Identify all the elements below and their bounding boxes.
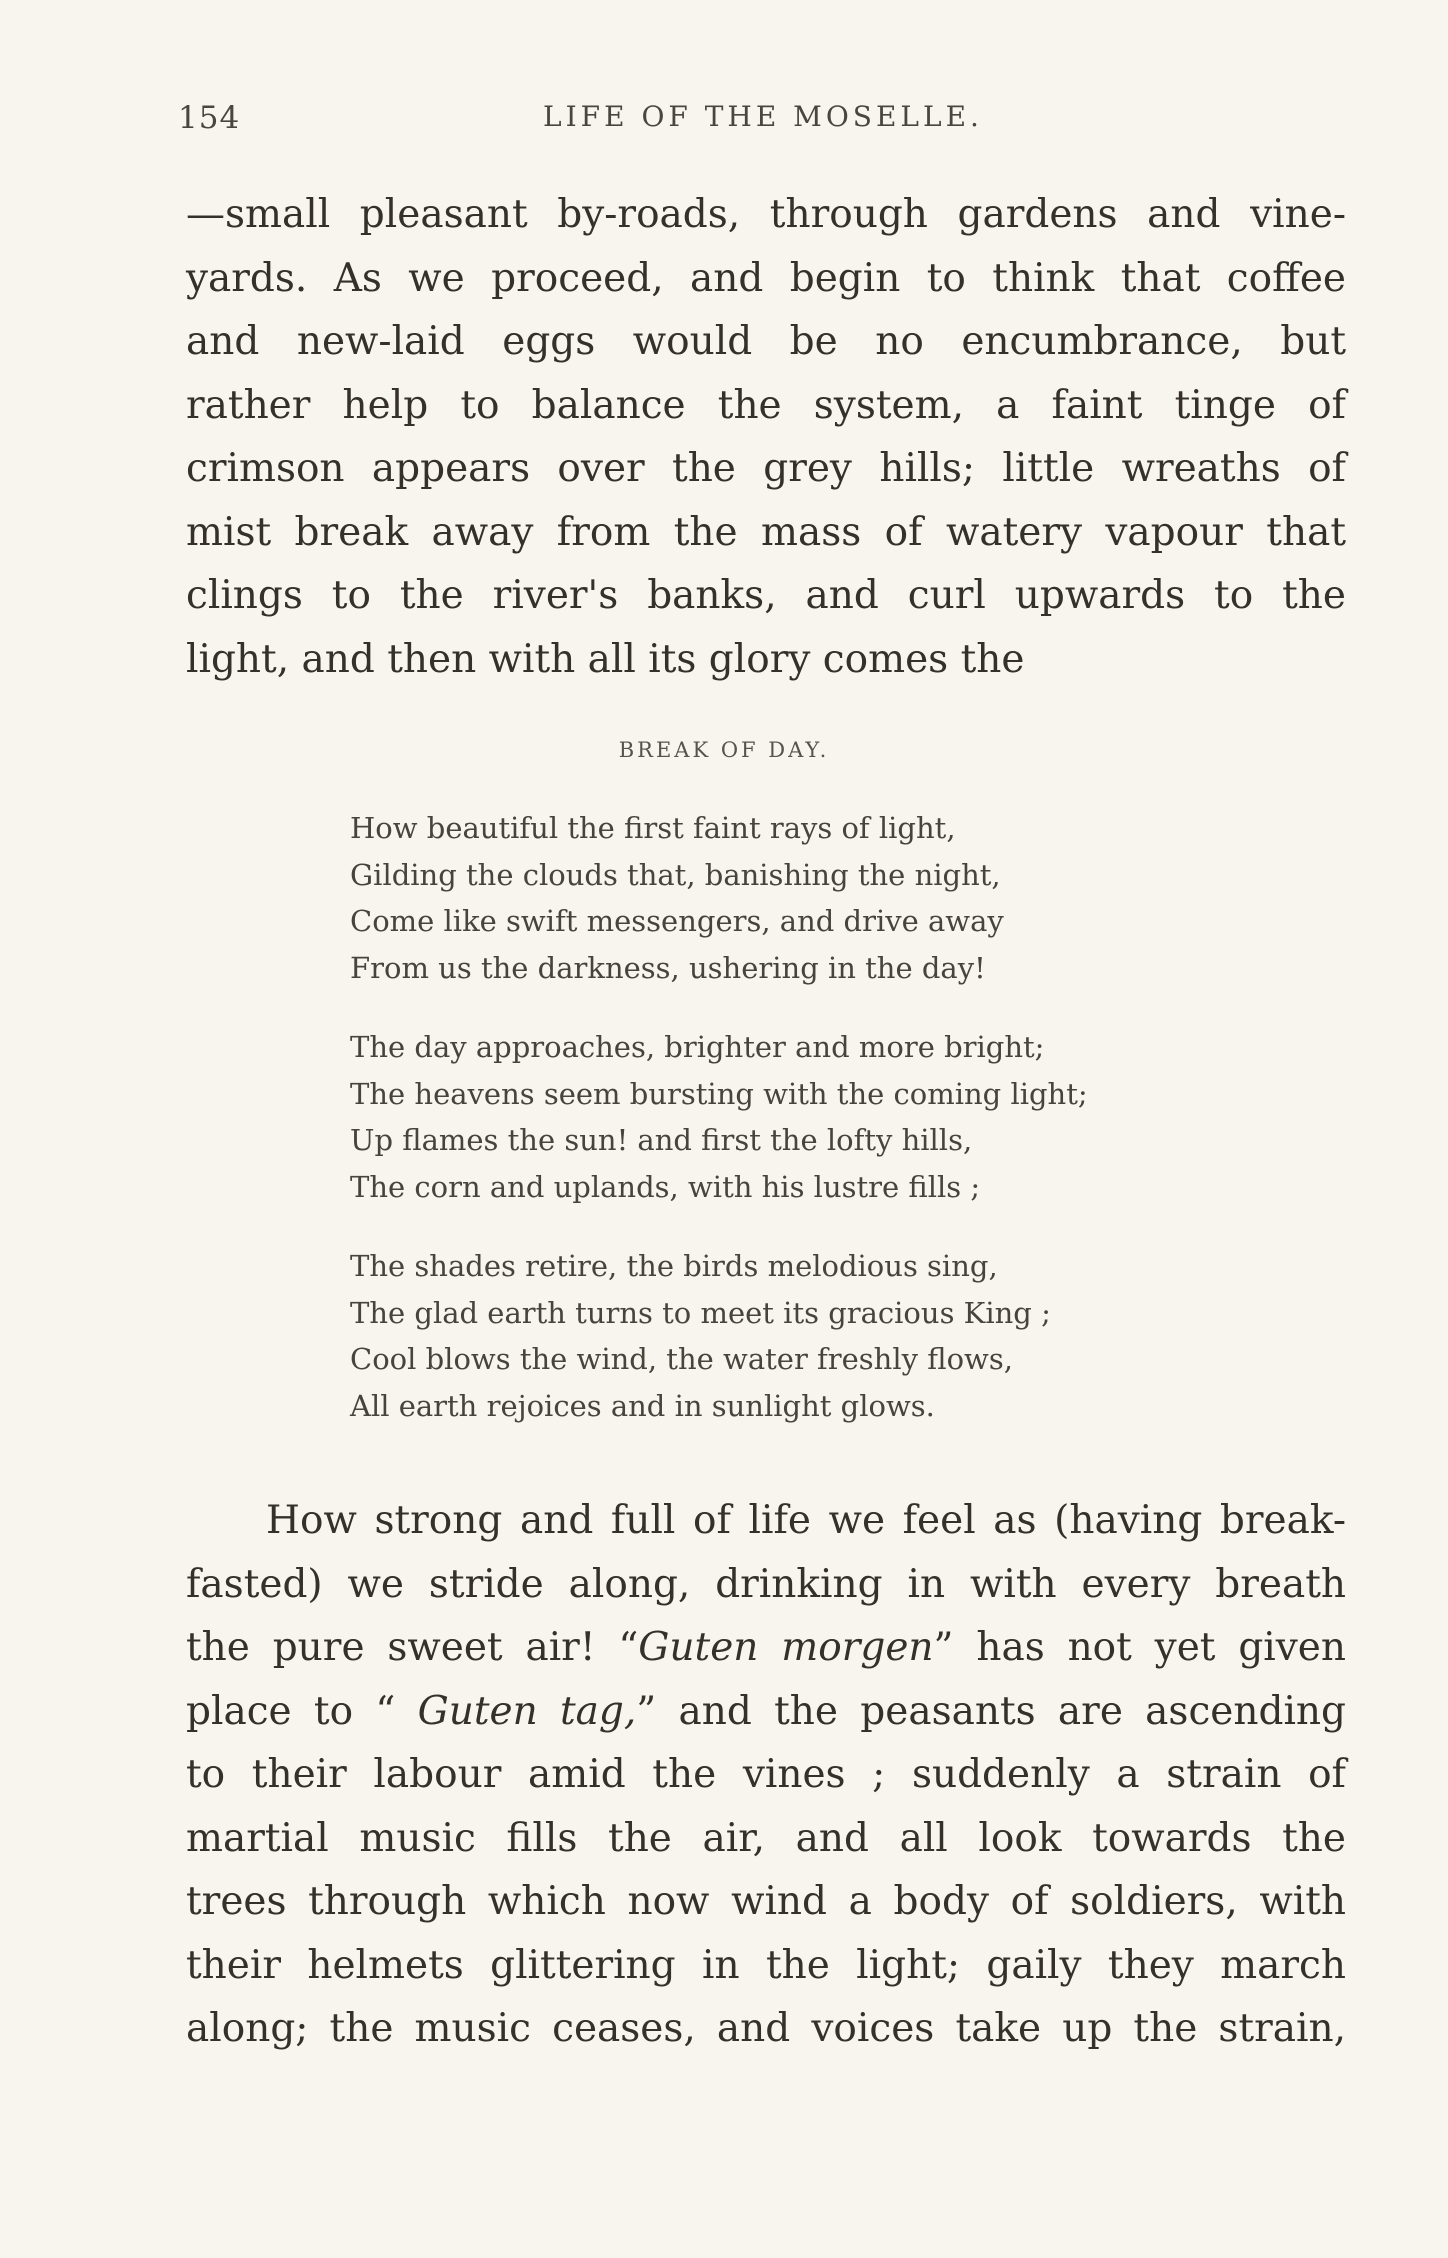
paragraph-line: mist break away from the mass of watery vapour that — [186, 509, 1346, 555]
verse-line: Cool blows the wind, the water freshly flows, — [350, 1342, 1013, 1376]
paragraph-line — [186, 1489, 1346, 1553]
paragraph-line — [186, 1616, 1346, 1680]
poem — [350, 805, 1230, 1462]
line-text: How strong and full of life we feel as (having break- — [266, 1498, 1346, 1543]
verse-line: The glad earth turns to meet its gracious King ; — [350, 1295, 1051, 1330]
paragraph-line: and new-laid eggs would be no encumbrance, but — [186, 319, 1346, 364]
italic-german-phrase: Guten tag, — [417, 1688, 637, 1734]
paragraph-line: light, and then with all its glory comes the — [186, 636, 1025, 682]
paragraph-line: to their labour amid the vines ; suddenly a strain of — [186, 1752, 1346, 1797]
paragraph-line: clings to the river's banks, and curl upwards to the — [186, 573, 1346, 618]
paragraph-line: their helmets glittering in the light; gaily they march — [186, 1942, 1346, 1988]
paragraph-one — [186, 183, 1346, 691]
verse-line: Come like swift messengers, and drive away — [350, 904, 1004, 938]
verse-line: The shades retire, the birds melodious sing, — [350, 1249, 998, 1283]
verse-line: The heavens seem bursting with the coming light; — [350, 1076, 1088, 1111]
italic-german-phrase: Guten morgen — [638, 1625, 934, 1670]
poem-title: BREAK OF DAY. — [618, 738, 830, 762]
line-text: place to “ — [186, 1688, 418, 1734]
paragraph-line: along; the music ceases, and voices take up the strain, — [186, 2006, 1346, 2051]
stanza — [350, 1024, 1230, 1210]
line-text: the pure sweet air! “ — [186, 1625, 639, 1670]
page-number: 154 — [178, 100, 241, 136]
verse-line: Gilding the clouds that, banishing the night, — [350, 857, 1001, 892]
stanza — [350, 1243, 1230, 1429]
line-text: ” and the peasants are ascending — [636, 1688, 1347, 1734]
verse-line: The corn and uplands, with his lustre fills ; — [350, 1169, 981, 1204]
paragraph-line: —small pleasant by-roads, through gardens and vine- — [186, 192, 1346, 237]
paragraph-line — [186, 1680, 1346, 1744]
paragraph-line: fasted) we stride along, drinking in with every breath — [186, 1561, 1346, 1607]
running-title: LIFE OF THE MOSELLE. — [543, 100, 983, 133]
verse-line: Up flames the sun! and first the lofty hills, — [350, 1123, 973, 1157]
paragraph-line: yards. As we proceed, and begin to think that coffee — [186, 255, 1346, 301]
line-text: ” has not yet given — [933, 1625, 1346, 1670]
paragraph-two — [186, 1489, 1346, 2061]
paragraph-line: crimson appears over the grey hills; little wreaths of — [186, 446, 1346, 491]
stanza — [350, 805, 1230, 991]
running-head — [168, 100, 1358, 144]
verse-line: From us the darkness, ushering in the day! — [350, 950, 986, 985]
verse-line: How beautiful the first faint rays of light, — [350, 811, 956, 845]
paragraph-line: martial music fills the air, and all look towards the — [186, 1815, 1346, 1861]
paragraph-line: rather help to balance the system, a faint tinge of — [186, 382, 1346, 428]
paragraph-line: trees through which now wind a body of soldiers, with — [186, 1879, 1346, 1924]
verse-line: The day approaches, brighter and more bright; — [350, 1030, 1045, 1064]
verse-line: All earth rejoices and in sunlight glows. — [350, 1388, 935, 1423]
